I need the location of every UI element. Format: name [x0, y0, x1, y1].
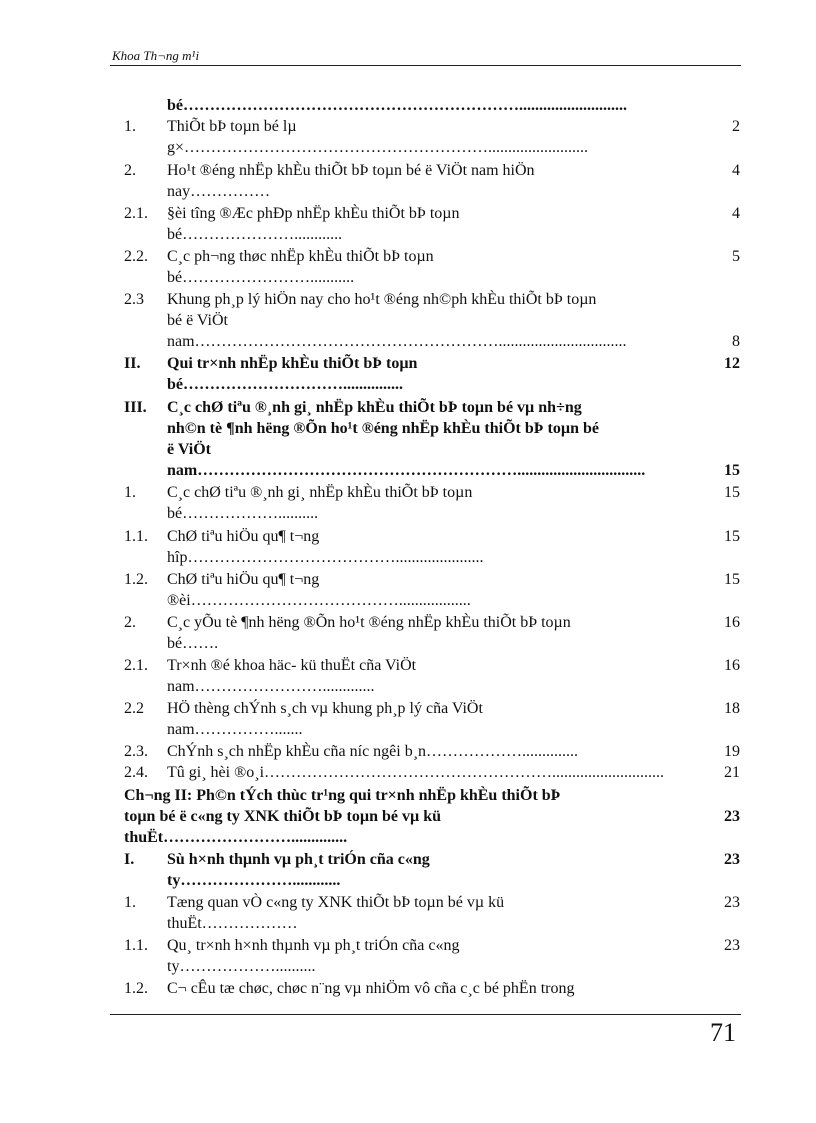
toc-entry-title	[167, 569, 717, 611]
toc-entry-line: bé ë ViÖt	[167, 312, 228, 329]
toc-entry-page: 23	[724, 851, 740, 868]
toc-entry-line: hîp…………………………………......................	[167, 549, 484, 566]
toc-entry-line: bé…………………............	[167, 226, 343, 243]
toc-entry-line: Tû gi¸ hèi ®o¸i………………………………………………............................	[167, 764, 665, 781]
toc-entry-title	[167, 353, 717, 395]
toc-entry-number: 2.2.	[124, 248, 148, 265]
toc-entry-line: ThiÕt bÞ toµn bé lµ	[167, 118, 297, 135]
toc-entry-title	[167, 978, 717, 999]
footer-divider	[110, 1014, 741, 1015]
toc-entry-page: 8	[732, 333, 740, 350]
toc-entry-line: ChÝnh s¸ch nhËp khÈu cña níc ngêi b¸n………………..............	[167, 743, 579, 760]
toc-entry-number: 2.4.	[124, 764, 148, 781]
toc-entry-line: nh©n tè ¶nh hëng ®Õn ho¹t ®éng nhËp khÈu thiÕt bÞ toµn bé	[167, 420, 599, 437]
toc-entry-line: bé……………………...........	[167, 269, 355, 286]
toc-entry-line: C¸c chØ tiªu ®¸nh gi¸ nhËp khÈu thiÕt bÞ toµn	[167, 484, 473, 501]
toc-entry-title	[167, 612, 717, 654]
toc-entry-line: Ch¬ng II: Ph©n tÝch thùc tr¹ng qui tr×nh nhËp khÈu thiÕt bÞ	[124, 787, 561, 804]
toc-entry-line: thuËt……………………..............	[124, 829, 348, 846]
toc-entry-page: 16	[724, 614, 740, 631]
toc-entry-line: ®èi…………………………………..................	[167, 592, 471, 609]
toc-entry-line: ty…………………............	[167, 872, 341, 889]
toc-entry-line: bé…………………………...............	[167, 376, 403, 393]
toc-entry-number: III.	[124, 399, 147, 416]
toc-entry-title	[167, 482, 717, 524]
toc-entry-title	[167, 741, 717, 762]
toc-entry-number: 1.2.	[124, 571, 148, 588]
toc-entry-page: 21	[724, 764, 740, 781]
toc-entry-title	[167, 762, 717, 783]
toc-entry-number: 2.3	[124, 291, 144, 308]
toc-entry-page: 19	[724, 743, 740, 760]
toc-entry-line: C¸c yÕu tè ¶nh hëng ®Õn ho¹t ®éng nhËp khÈu thiÕt bÞ toµn	[167, 614, 571, 631]
toc-entry-line: Sù h×nh thµnh vµ ph¸t triÓn cña c«ng	[167, 851, 430, 868]
toc-entry-title	[167, 116, 717, 158]
toc-entry-line: toµn bé ë c«ng ty XNK thiÕt bÞ toµn bé vµ kü	[124, 808, 442, 825]
toc-entry-title	[167, 655, 717, 697]
toc-entry-page: 15	[724, 484, 740, 501]
toc-entry-number: 2.3.	[124, 743, 148, 760]
toc-entry-page: 5	[732, 248, 740, 265]
toc-entry-line: HÖ thèng chÝnh s¸ch vµ khung ph¸p lý cña ViÖt	[167, 700, 483, 717]
toc-entry-line: C¸c chØ tiªu ®¸nh gi¸ nhËp khÈu thiÕt bÞ toµn bé vµ nh÷ng	[167, 399, 582, 416]
toc-entry-line: ty………………..........	[167, 958, 316, 975]
toc-entry-line: bé…….	[167, 635, 219, 652]
toc-entry-page: 23	[724, 894, 740, 911]
toc-entry-number: 1.2.	[124, 980, 148, 997]
toc-entry-title	[167, 289, 717, 352]
toc-entry-line: nam…………………………………………………................................	[167, 333, 627, 350]
toc-entry-line: ChØ tiªu hiÖu qu¶ t¬ng	[167, 528, 320, 545]
toc-entry-line: nam…………………….............	[167, 678, 375, 695]
toc-entry-number: 1.	[124, 894, 136, 911]
toc-entry-title	[167, 526, 717, 568]
toc-entry-line: Qu¸ tr×nh h×nh thµnh vµ ph¸t triÓn cña c«ng	[167, 937, 460, 954]
toc-entry-title	[167, 892, 717, 934]
toc-entry-page: 12	[724, 355, 740, 372]
toc-entry-line: bé………………..........	[167, 505, 319, 522]
toc-entry-page: 23	[724, 808, 740, 825]
header-divider	[110, 65, 741, 66]
toc-entry-line: ë ViÖt	[167, 441, 211, 458]
toc-entry-line: Qui tr×nh nhËp khÈu thiÕt bÞ toµn	[167, 355, 418, 372]
toc-entry-page: 15	[724, 528, 740, 545]
toc-entry-line: bé………………………………………………………...........................	[167, 97, 627, 114]
toc-entry-number: II.	[124, 355, 141, 372]
toc-entry-line: Tæng quan vÒ c«ng ty XNK thiÕt bÞ toµn bé vµ kü	[167, 894, 505, 911]
toc-entry-page: 15	[724, 462, 740, 479]
toc-entry-line: nay……………	[167, 183, 271, 200]
toc-entry-line: g×………………………………………………….........................	[167, 139, 589, 156]
toc-entry-title	[167, 935, 717, 977]
toc-entry-number: 2.	[124, 162, 136, 179]
toc-entry-number: 2.1.	[124, 657, 148, 674]
toc-entry-line: Tr×nh ®é khoa häc- kü thuËt cña ViÖt	[167, 657, 417, 674]
toc-entry-page: 18	[724, 700, 740, 717]
toc-entry-line: Ho¹t ®éng nhËp khÈu thiÕt bÞ toµn bé ë ViÖt nam hiÖn	[167, 162, 535, 179]
toc-entry-line: C¸c ph¬ng thøc nhËp khÈu thiÕt bÞ toµn	[167, 248, 434, 265]
toc-entry-title	[167, 698, 717, 740]
toc-entry-page: 4	[732, 162, 740, 179]
toc-entry-line: §èi tîng ®Æc phÐp nhËp khÈu thiÕt bÞ toµn	[167, 205, 460, 222]
toc-entry-number: 1.1.	[124, 937, 148, 954]
toc-entry-page: 4	[732, 205, 740, 222]
toc-entry-number: 1.1.	[124, 528, 148, 545]
toc-entry-page: 2	[732, 118, 740, 135]
toc-entry-number: 2.1.	[124, 205, 148, 222]
toc-entry-number: 2.	[124, 614, 136, 631]
toc-entry-number: 2.2	[124, 700, 144, 717]
header-title: Khoa Th¬ng m¹i	[112, 48, 200, 63]
toc-entry-page: 15	[724, 571, 740, 588]
toc-entry-line: C¬ cÊu tæ chøc, chøc n¨ng vµ nhiÖm vô cña c¸c bé phËn trong	[167, 980, 575, 997]
toc-entry-line: nam……………………………………………………................................	[167, 462, 646, 479]
toc-entry-number: 1.	[124, 118, 136, 135]
toc-entry-line: ChØ tiªu hiÖu qu¶ t¬ng	[167, 571, 320, 588]
toc-entry-title	[167, 95, 717, 116]
toc-entry-line: Khung ph¸p lý hiÖn nay cho ho¹t ®éng nh©ph khÈu thiÕt bÞ toµn	[167, 291, 597, 308]
toc-entry-title	[167, 397, 717, 481]
page-number: 71	[710, 1018, 736, 1047]
toc-entry-page: 23	[724, 937, 740, 954]
toc-entry-title	[167, 849, 717, 891]
toc-entry-title	[167, 160, 717, 202]
toc-entry-number: 1.	[124, 484, 136, 501]
toc-entry-title	[167, 203, 717, 245]
toc-entry-page: 16	[724, 657, 740, 674]
toc-entry-title	[124, 785, 714, 848]
toc-entry-title	[167, 246, 717, 288]
toc-entry-line: thuËt………………	[167, 915, 298, 932]
toc-entry-line: nam…………….......	[167, 721, 303, 738]
toc-entry-number: I.	[124, 851, 135, 868]
